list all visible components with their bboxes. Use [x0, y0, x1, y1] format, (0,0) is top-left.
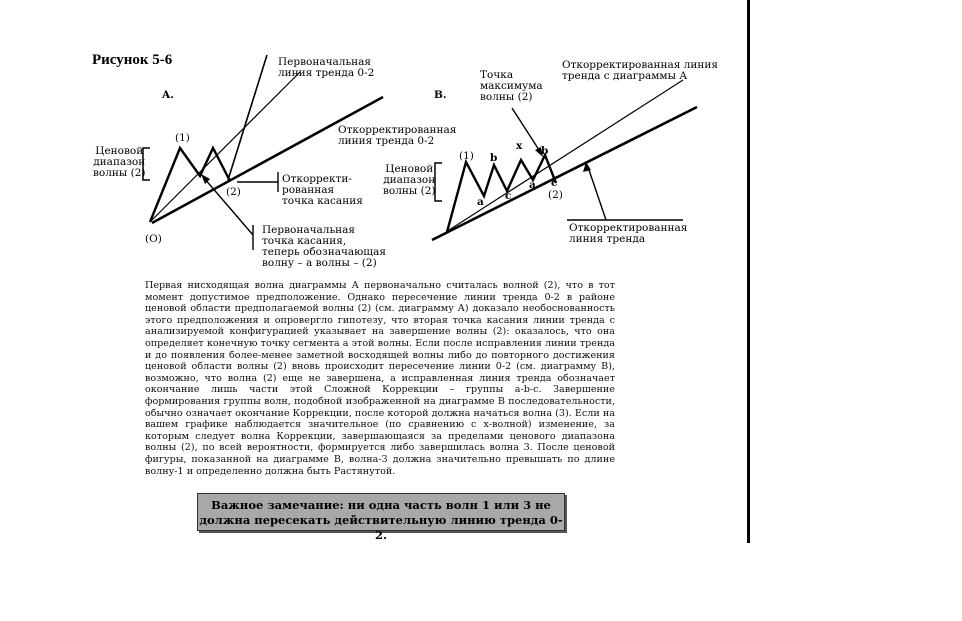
label-initial-trendline-a: Первоначальная линия тренда 0-2	[278, 56, 375, 79]
label-wave1-a: (1)	[175, 132, 190, 144]
label-c2: c	[551, 177, 558, 189]
diagram-a-panel-label: A.	[162, 89, 174, 101]
figure-title: Рисунок 5-6	[92, 52, 173, 68]
label-x: x	[516, 140, 523, 152]
diagram-a	[143, 55, 383, 250]
label-max-point-b: Точка максимума волны (2)	[480, 69, 543, 103]
important-note: Важное замечание: ни одна часть волн 1 или 3 не должна пересекать действительную линию тренда 0-2.	[197, 493, 565, 531]
label-corrected-trendline-b: Откорректированная линия тренда	[569, 222, 688, 245]
label-c1: c	[505, 190, 512, 202]
label-b1: b	[490, 152, 498, 164]
label-origin-a: (O)	[145, 233, 162, 245]
label-a2: a	[529, 179, 536, 191]
label-corrected-line-from-a: Откорректированная линия тренда с диаграммы А	[562, 59, 719, 82]
corrected-trendline-arrow	[588, 167, 606, 220]
label-price-range-a: Ценовой диапазон волны (2)	[93, 145, 146, 179]
label-wave1-b: (1)	[459, 150, 474, 162]
price-range-bracket-b	[435, 163, 442, 201]
label-corrected-trendline-a: Откорректированная линия тренда 0-2	[338, 124, 457, 147]
label-a1: a	[477, 196, 484, 208]
body-text: Первая нисходящая волна диаграммы А первоначально считалась волной (2), что в тот момент допустимое предположение. Однако пересечение линии тренда 0-2 в районе ценовой области предполагаемой волны (2) (см. диаграмму А) доказало необоснованность этого предположения и опровергло гипотезу, что вторая точка касания линии тренда с анализируемой конфигурацией указывает на завершение волны (2): оказалось, что она определяет конечную точку сегмента а этой волны. Если после исправления линии тренда и до появления более-менее заметной восходящей волны либо до повторного достижения ценовой области волны (2) вновь происходит пересечение линии 0-2 (см. диаграмму В), возможно, что волна (2) еще не завершена, а исправленная линия тренда обозначает окончание лишь части этой Сложной Коррекции – группы а-b-с. Завершение формирования группы волн, подобной изображенной на диаграмме В последовательности, обычно означает окончание Коррекции, после которой должна начаться волна (3). Если на вашем графике наблюдается значительное (по сравнению с х-волной) изменение, за которым следует волна Коррекции, завершающаяся за пределами ценового диапазона волны (2), по всей вероятности, формируется либо завершилась волна 3. После ценовой фигуры, показанной на диаграмме В, волна-3 должна значительно превышать по длине волну-1 и определенно должна быть Растянутой.	[145, 280, 615, 477]
label-b2: b	[541, 145, 549, 157]
label-price-range-b: Ценовой диапазон волны (2)	[383, 163, 436, 197]
label-wave2-b: (2)	[548, 189, 563, 201]
label-initial-touch-a: Первоначальная точка касания, теперь обозначающая волну – а волны – (2)	[262, 224, 386, 269]
steep-line-a	[228, 55, 267, 180]
label-corrected-touch-a: Откорректи- рованная точка касания	[282, 173, 363, 207]
label-wave2-a: (2)	[226, 186, 241, 198]
wave-path-a	[150, 148, 230, 222]
diagram-b-panel-label: B.	[434, 89, 447, 101]
